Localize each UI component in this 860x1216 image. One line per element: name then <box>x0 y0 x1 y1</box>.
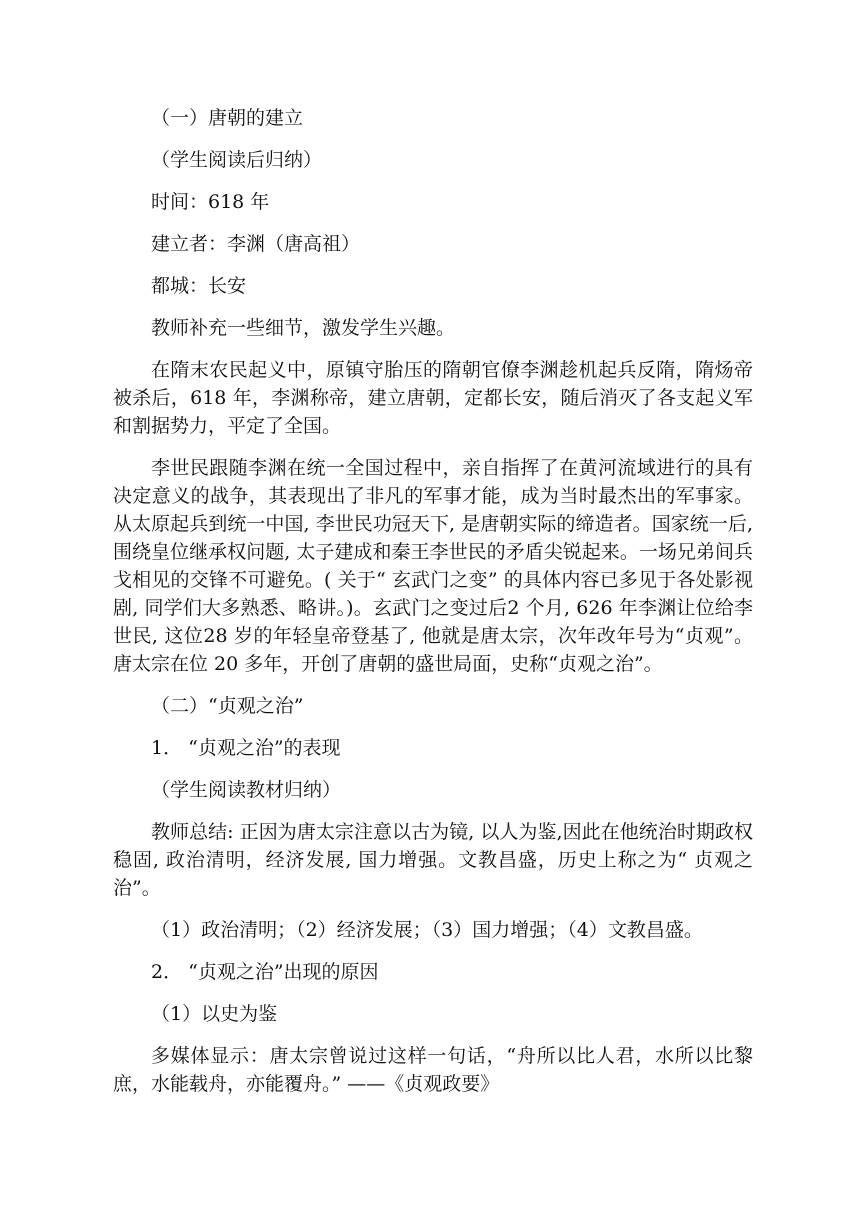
student-reading-note: （学生阅读后归纳） <box>151 149 323 171</box>
teacher-supplement-line: 教师补充一些细节，激发学生兴趣。 <box>151 317 456 339</box>
li-shimin-paragraph: 李世民跟随李渊在统一全国过程中，亲自指挥了在黄河流域进行的具有决定意义的战争，其表现出了非凡的军事才能，成为当时最杰出的军事家。从太原起兵到统一中国, 李世民功冠天下, 是唐朝实际的缔造者。国家统一后, 围绕皇位继承权问题, 太子建成和秦王李世民的矛盾尖锐起来。一场兄弟间兵戈相见的交锋不可避免。( 关于“ 玄武门之变” 的具体内容已多见于各处影视剧, 同学们大多熟悉、略讲。)。玄武门之变过后2 个月, 626 年李渊让位给李世民, 这位28 岁的年轻皇帝登基了, 他就是唐太宗，次年改年号为“贞观”。唐太宗在位 20 多年，开创了唐朝的盛世局面，史称“贞观之治”。 <box>113 457 753 675</box>
document-body <box>113 104 753 1112</box>
section-heading-zhenguan: （二）“贞观之治” <box>151 695 304 717</box>
founding-time-line: 时间：618 年 <box>151 191 270 213</box>
founding-paragraph: 在隋末农民起义中，原镇守胎压的隋朝官僚李渊趁机起兵反隋，隋炀帝被杀后，618 年，李渊称帝，建立唐朝，定都长安，随后消灭了各支起义军和割据势力，平定了全国。 <box>113 359 753 437</box>
capital-line: 都城：长安 <box>151 275 247 297</box>
multimedia-quote-paragraph: 多媒体显示：唐太宗曾说过这样一句话，“舟所以比人君，水所以比黎庶，水能载舟，亦能覆舟。” ——《贞观政要》 <box>113 1045 753 1095</box>
founder-line: 建立者：李渊（唐高祖） <box>151 233 361 255</box>
teacher-summary-paragraph: 教师总结: 正因为唐太宗注意以古为镜, 以人为鉴,因此在他统治时期政权稳固, 政治清明，经济发展, 国力增强。文教昌盛，历史上称之为“ 贞观之治”。 <box>113 821 753 899</box>
performance-list: （1）政治清明；（2）经济发展；（3）国力增强；（4）文教昌盛。 <box>151 919 703 941</box>
textbook-reading-note: （学生阅读教材归纳） <box>151 779 342 801</box>
zhenguan-reasons-heading: 2． “贞观之治”出现的原因 <box>151 961 379 983</box>
section-heading-tang-founding: （一）唐朝的建立 <box>151 107 304 129</box>
zhenguan-performance-heading: 1． “贞观之治”的表现 <box>151 737 341 759</box>
reason-history-mirror: （1）以史为鉴 <box>151 1003 278 1025</box>
